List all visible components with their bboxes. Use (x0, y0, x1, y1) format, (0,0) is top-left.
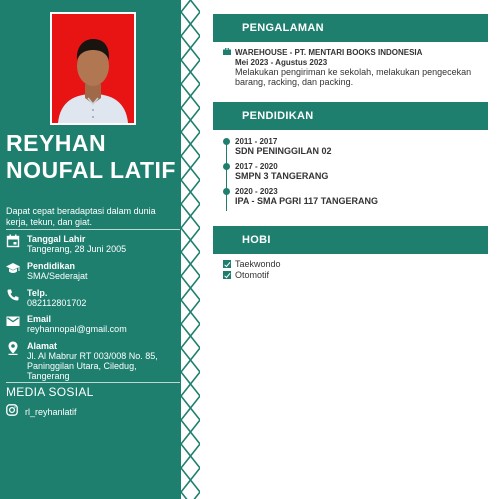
email-value[interactable]: reyhannopal@gmail.com (27, 324, 127, 334)
education-years: 2020 - 2023 (235, 187, 278, 196)
education-years: 2017 - 2020 (235, 162, 278, 171)
hobby-item: Taekwondo (235, 259, 281, 269)
hobby-item: Otomotif (235, 270, 270, 280)
phone-icon (6, 288, 20, 302)
sidebar (0, 0, 181, 499)
education-header: PENDIDIKAN (213, 102, 488, 130)
instagram-icon (6, 404, 18, 416)
experience-period: Mei 2023 - Agustus 2023 (235, 58, 328, 67)
sidebar-divider (6, 382, 180, 383)
location-pin-icon (6, 341, 20, 355)
birth-date-label: Tanggal Lahir (27, 234, 86, 244)
education-school: SMPN 3 TANGERANG (235, 171, 329, 181)
checkbox-icon (223, 260, 231, 268)
phone-label: Telp. (27, 288, 48, 298)
checkbox-icon (223, 271, 231, 279)
address-value: Jl. Al Mabrur RT 003/008 No. 85, Paninggilan Utara, Ciledug, Tangerang (27, 351, 158, 381)
experience-company: WAREHOUSE - PT. MENTARI BOOKS INDONESIA (235, 48, 423, 57)
phone-value: 082112801702 (27, 298, 87, 308)
timeline-line (226, 142, 227, 211)
profile-photo-frame (50, 12, 136, 125)
timeline-dot (223, 138, 230, 145)
email-label: Email (27, 314, 52, 324)
full-name (6, 130, 178, 184)
birth-date-value: Tangerang, 28 Juni 2005 (27, 244, 127, 254)
timeline-dot (223, 188, 230, 195)
experience-description: Melakukan pengiriman ke sekolah, melakukan pengecekan barang, racking, dan packing. (235, 67, 472, 87)
education-years: 2011 - 2017 (235, 137, 278, 146)
experience-header: PENGALAMAN (213, 14, 488, 42)
hobbies-header: HOBI (213, 226, 488, 254)
calendar-icon (6, 234, 20, 248)
education-level-value: SMA/Sederajat (27, 271, 88, 281)
social-media-title: MEDIA SOSIAL (6, 385, 94, 399)
graduation-cap-icon (6, 261, 20, 275)
timeline-dot (223, 163, 230, 170)
profile-summary: Dapat cepat beradaptasi dalam dunia kerja, tekun, dan giat. (6, 206, 156, 227)
decorative-lattice-strip (181, 0, 200, 499)
briefcase-icon (223, 48, 231, 55)
mail-icon (6, 314, 20, 328)
lattice-pattern (181, 0, 200, 499)
profile-photo (52, 14, 134, 123)
instagram-handle[interactable]: rl_reyhanlatif (25, 407, 77, 417)
address-label: Alamat (27, 341, 58, 351)
education-school: IPA - SMA PGRI 117 TANGERANG (235, 196, 379, 206)
education-level-label: Pendidikan (27, 261, 76, 271)
sidebar-divider (6, 229, 180, 230)
person-portrait-icon (52, 14, 134, 123)
name-line-1: REYHAN (6, 130, 107, 156)
education-school: SDN PENINGGILAN 02 (235, 146, 332, 156)
name-line-2: NOUFAL LATIF (6, 157, 176, 183)
